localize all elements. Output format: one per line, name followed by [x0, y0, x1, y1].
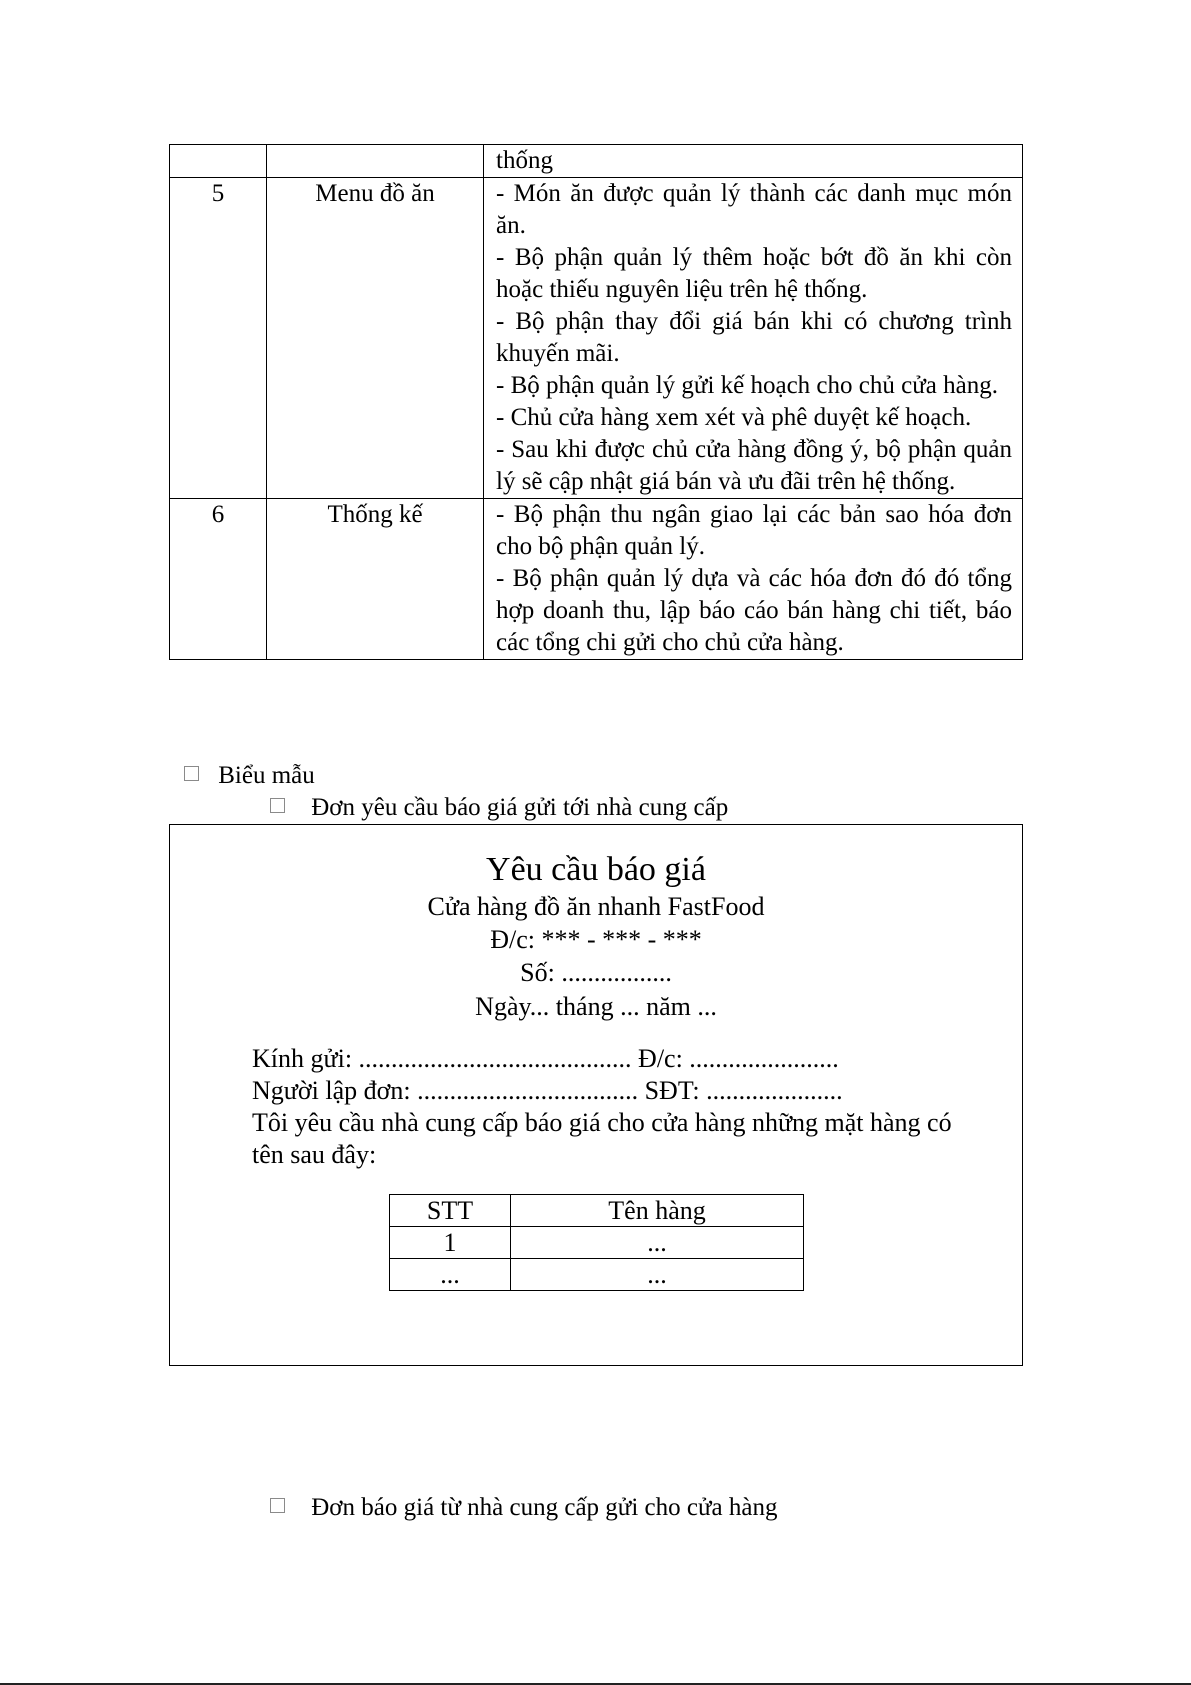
table-row [170, 499, 1023, 660]
row-name: Menu đồ ăn [267, 178, 484, 499]
form-number: Số: ................. [520, 958, 672, 987]
checkbox-bullet-icon [184, 766, 199, 781]
table-row [170, 178, 1023, 499]
bullet-quote-reply-label: Đơn báo giá từ nhà cung cấp gửi cho cửa hàng [311, 1494, 778, 1521]
checkbox-bullet-icon [270, 1498, 285, 1513]
description-item: - Sau khi được chủ cửa hàng đồng ý, bộ phận quản lý sẽ cập nhật giá bán và ưu đãi trên hệ thống. [496, 436, 1012, 495]
description-item: - Bộ phận thay đổi giá bán khi có chương trình khuyến mãi. [496, 308, 1012, 367]
table-cell: ... [390, 1259, 511, 1291]
table-row [170, 145, 1023, 178]
row-number: 5 [170, 178, 267, 499]
table-row [390, 1227, 804, 1259]
table-cell: ... [511, 1259, 804, 1291]
description-item: - Bộ phận quản lý gửi kế hoạch cho chủ cửa hàng. [496, 372, 998, 399]
store-name: Cửa hàng đồ ăn nhanh FastFood [427, 892, 765, 921]
creator-line: Người lập đơn: .................................. SĐT: ..................... [252, 1076, 843, 1105]
continuation-cell: thống [484, 145, 1023, 178]
description-item: - Bộ phận quản lý thêm hoặc bớt đồ ăn khi còn hoặc thiếu nguyên liệu trên hệ thống. [496, 244, 1012, 303]
column-header: Tên hàng [511, 1195, 804, 1227]
items-table [389, 1194, 804, 1291]
description-item: - Món ăn được quản lý thành các danh mục món ăn. [496, 180, 1012, 239]
recipient-line: Kính gửi: .......................................... Đ/c: ....................... [252, 1044, 839, 1073]
table-cell: 1 [390, 1227, 511, 1259]
bullet-forms [184, 760, 315, 792]
table-cell: ... [511, 1227, 804, 1259]
row-description [484, 178, 1023, 499]
bullet-forms-label: Biểu mẫu [218, 762, 315, 789]
bullet-quote-request [270, 792, 728, 824]
form-title: Yêu cầu báo giá [486, 851, 706, 888]
request-text: Tôi yêu cầu nhà cung cấp báo giá cho cửa hàng những mặt hàng có [252, 1108, 952, 1137]
checkbox-bullet-icon [270, 798, 285, 813]
row-name: Thống kế [267, 499, 484, 660]
column-header: STT [390, 1195, 511, 1227]
form-date: Ngày... tháng ... năm ... [475, 992, 717, 1021]
description-item: - Chủ cửa hàng xem xét và phê duyệt kế hoạch. [496, 404, 972, 431]
description-item: - Bộ phận thu ngân giao lại các bản sao hóa đơn cho bộ phận quản lý. [496, 501, 1012, 560]
bullet-quote-reply [270, 1492, 777, 1524]
table-header-row [390, 1195, 804, 1227]
request-text-cont: tên sau đây: [252, 1140, 377, 1169]
store-address: Đ/c: *** - *** - *** [490, 925, 702, 954]
row-description [484, 499, 1023, 660]
quote-request-form [169, 824, 1023, 1366]
description-item: - Bộ phận quản lý dựa và các hóa đơn đó đó tổng hợp doanh thu, lập báo cáo bán hàng chi tiết, báo các tổng chi gửi cho chủ cửa hàng. [496, 565, 1012, 656]
process-table [169, 144, 1023, 660]
bullet-quote-request-label: Đơn yêu cầu báo giá gửi tới nhà cung cấp [311, 794, 729, 821]
table-row [390, 1259, 804, 1291]
row-number: 6 [170, 499, 267, 660]
